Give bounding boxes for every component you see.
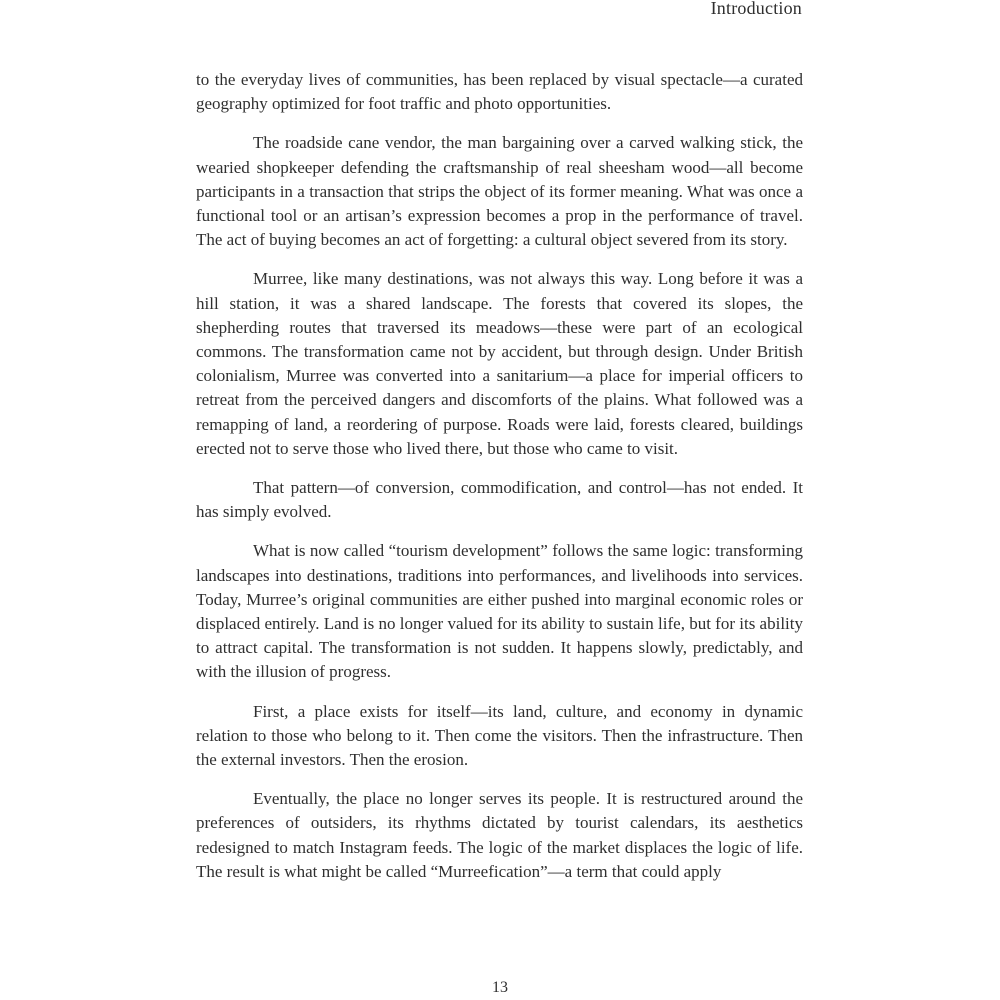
paragraph: Murree, like many destinations, was not always this way. Long before it was a hill station, it was a shared landscape. The forests that covered its slopes, the shepherding routes that traversed its meadows—these were part of an ecological commons. The transformation came not by accident, but through design. Under British colonialism, Murree was converted into a sanitarium—a place for imperial officers to retreat from the perceived dangers and discomforts of the plains. What followed was a remapping of land, a reordering of purpose. Roads were laid, forests cleared, buildings erected not to serve those who lived there, but those who came to visit.: [196, 269, 803, 458]
paragraph: First, a place exists for itself—its land, culture, and economy in dynamic relation to those who belong to it. Then come the visitors. Then the infrastructure. Then the external investors. Then the erosion.: [196, 701, 803, 770]
running-header: Introduction: [710, 0, 802, 18]
body-text: [196, 68, 803, 884]
paragraph: The roadside cane vendor, the man bargaining over a carved walking stick, the wearied shopkeeper defending the craftsmanship of real sheesham wood—all become participants in a transaction that strips the object of its former meaning. What was once a functional tool or an artisan’s expression becomes a prop in the performance of travel. The act of buying becomes an act of forgetting: a cultural object severed from its story.: [196, 133, 803, 250]
paragraph: Eventually, the place no longer serves its people. It is restructured around the preferences of outsiders, its rhythms dictated by tourist calendars, its aesthetics redesigned to match Instagram feeds. The logic of the market displaces the logic of life. The result is what might be called “Murreefication”—a term that could apply: [196, 789, 803, 881]
paragraph-continuation: to the everyday lives of communities, has been replaced by visual spectacle—a curated geography optimized for foot traffic and photo opportunities.: [196, 70, 803, 114]
page-number: 13: [492, 979, 508, 996]
paragraph: That pattern—of conversion, commodification, and control—has not ended. It has simply evolved.: [196, 478, 803, 522]
paragraph: What is now called “tourism development” follows the same logic: transforming landscapes into destinations, traditions into performances, and livelihoods into services. Today, Murree’s original communities are either pushed into marginal economic roles or displaced entirely. Land is no longer valued for its ability to sustain life, but for its ability to attract capital. The transformation is not sudden. It happens slowly, predictably, and with the illusion of progress.: [196, 541, 803, 682]
